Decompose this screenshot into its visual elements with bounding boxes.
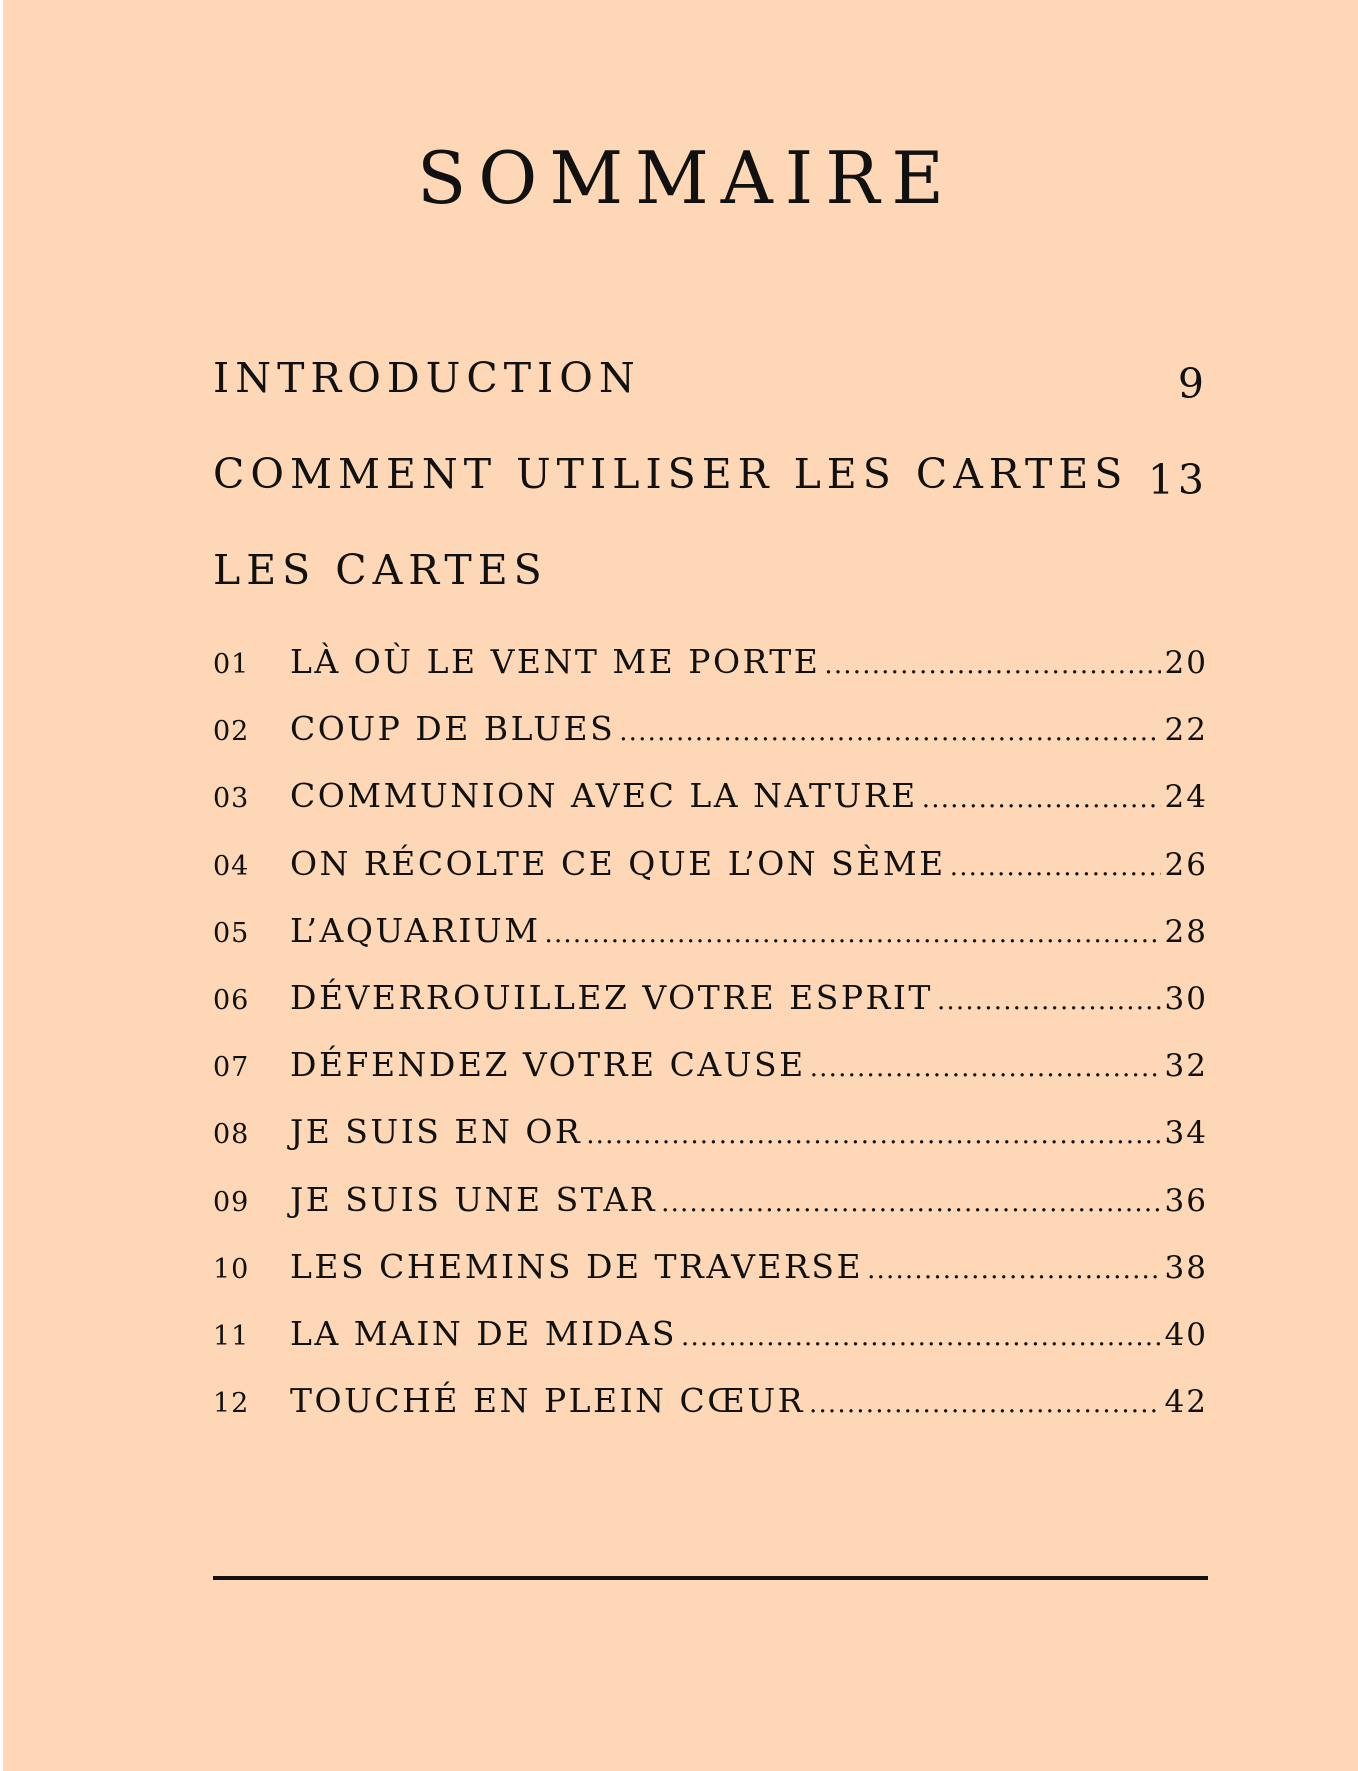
entry-title: JE SUIS UNE STAR bbox=[290, 1179, 658, 1219]
entry-page-number: 22 bbox=[1164, 712, 1208, 749]
dot-leader bbox=[661, 1181, 1160, 1225]
dot-leader bbox=[922, 777, 1161, 821]
toc-entry[interactable] bbox=[213, 1312, 1208, 1379]
entry-number: 08 bbox=[213, 1119, 250, 1151]
entry-title: TOUCHÉ EN PLEIN CŒUR bbox=[290, 1381, 805, 1421]
entry-number: 05 bbox=[213, 917, 250, 949]
entry-page-number: 30 bbox=[1164, 980, 1208, 1017]
entry-title: L’AQUARIUM bbox=[290, 910, 541, 950]
dot-leader bbox=[619, 710, 1160, 754]
entry-title: LES CHEMINS DE TRAVERSE bbox=[290, 1246, 864, 1286]
dot-leader bbox=[586, 1113, 1160, 1157]
entry-page-number: 34 bbox=[1164, 1115, 1208, 1152]
toc-section-cards bbox=[213, 540, 1208, 600]
toc-entry[interactable] bbox=[213, 1178, 1208, 1245]
entry-page-number: 38 bbox=[1164, 1249, 1208, 1286]
section-label: INTRODUCTION bbox=[213, 354, 641, 402]
dot-leader bbox=[810, 1046, 1161, 1090]
entry-title: LÀ OÙ LE VENT ME PORTE bbox=[290, 642, 821, 681]
entry-page-number: 20 bbox=[1164, 645, 1208, 681]
dot-leader bbox=[950, 845, 1161, 889]
entry-page-number: 36 bbox=[1164, 1182, 1208, 1219]
dot-leader bbox=[824, 643, 1160, 687]
entry-title: DÉVERROUILLEZ VOTRE ESPRIT bbox=[290, 977, 933, 1017]
toc-entry[interactable] bbox=[213, 842, 1208, 909]
entry-title: DÉFENDEZ VOTRE CAUSE bbox=[290, 1045, 806, 1085]
dot-leader bbox=[545, 912, 1161, 956]
entry-title: JE SUIS EN OR bbox=[290, 1112, 583, 1152]
entry-number: 01 bbox=[213, 649, 250, 680]
footer-divider bbox=[213, 1576, 1208, 1580]
section-label: LES CARTES bbox=[213, 546, 548, 594]
dot-leader bbox=[937, 979, 1161, 1023]
toc-section-how-to-use[interactable] bbox=[213, 444, 1208, 504]
toc-entry[interactable] bbox=[213, 976, 1208, 1043]
toc-entry[interactable] bbox=[213, 909, 1208, 976]
entry-page-number: 26 bbox=[1164, 846, 1208, 883]
entry-number: 09 bbox=[213, 1186, 250, 1218]
toc-entry[interactable] bbox=[213, 1110, 1208, 1177]
entry-title: COMMUNION AVEC LA NATURE bbox=[290, 776, 918, 816]
entry-number: 11 bbox=[213, 1320, 250, 1352]
entry-title: COUP DE BLUES bbox=[290, 709, 616, 749]
entry-number: 04 bbox=[213, 850, 250, 882]
entry-title: ON RÉCOLTE CE QUE L’ON SÈME bbox=[290, 843, 946, 883]
page-title: SOMMAIRE bbox=[416, 136, 956, 220]
toc-entry[interactable] bbox=[213, 640, 1208, 707]
dot-leader bbox=[681, 1315, 1161, 1359]
toc-section-introduction[interactable] bbox=[213, 348, 1208, 408]
entry-number: 07 bbox=[213, 1052, 250, 1084]
dot-leader bbox=[867, 1248, 1160, 1292]
cards-toc-list bbox=[213, 640, 1208, 1446]
entry-page-number: 24 bbox=[1164, 779, 1208, 816]
entry-title: LA MAIN DE MIDAS bbox=[290, 1313, 678, 1353]
toc-entry[interactable] bbox=[213, 1245, 1208, 1312]
section-label: COMMENT UTILISER LES CARTES bbox=[213, 450, 1129, 498]
entry-page-number: 32 bbox=[1164, 1048, 1208, 1085]
contents-page bbox=[3, 0, 1358, 1771]
entry-number: 03 bbox=[213, 783, 250, 815]
section-page-number: 9 bbox=[1177, 360, 1208, 408]
entry-number: 10 bbox=[213, 1253, 250, 1285]
toc-entry[interactable] bbox=[213, 1043, 1208, 1110]
toc-entry[interactable] bbox=[213, 774, 1208, 841]
entry-page-number: 42 bbox=[1164, 1384, 1208, 1421]
toc-entry[interactable] bbox=[213, 1379, 1208, 1446]
entry-number: 06 bbox=[213, 984, 250, 1016]
entry-page-number: 28 bbox=[1164, 913, 1208, 950]
entry-number: 02 bbox=[213, 716, 250, 748]
section-page-number: 13 bbox=[1147, 456, 1208, 504]
entry-page-number: 40 bbox=[1164, 1316, 1208, 1353]
entry-number: 12 bbox=[213, 1388, 250, 1420]
dot-leader bbox=[809, 1382, 1161, 1426]
toc-entry[interactable] bbox=[213, 707, 1208, 774]
